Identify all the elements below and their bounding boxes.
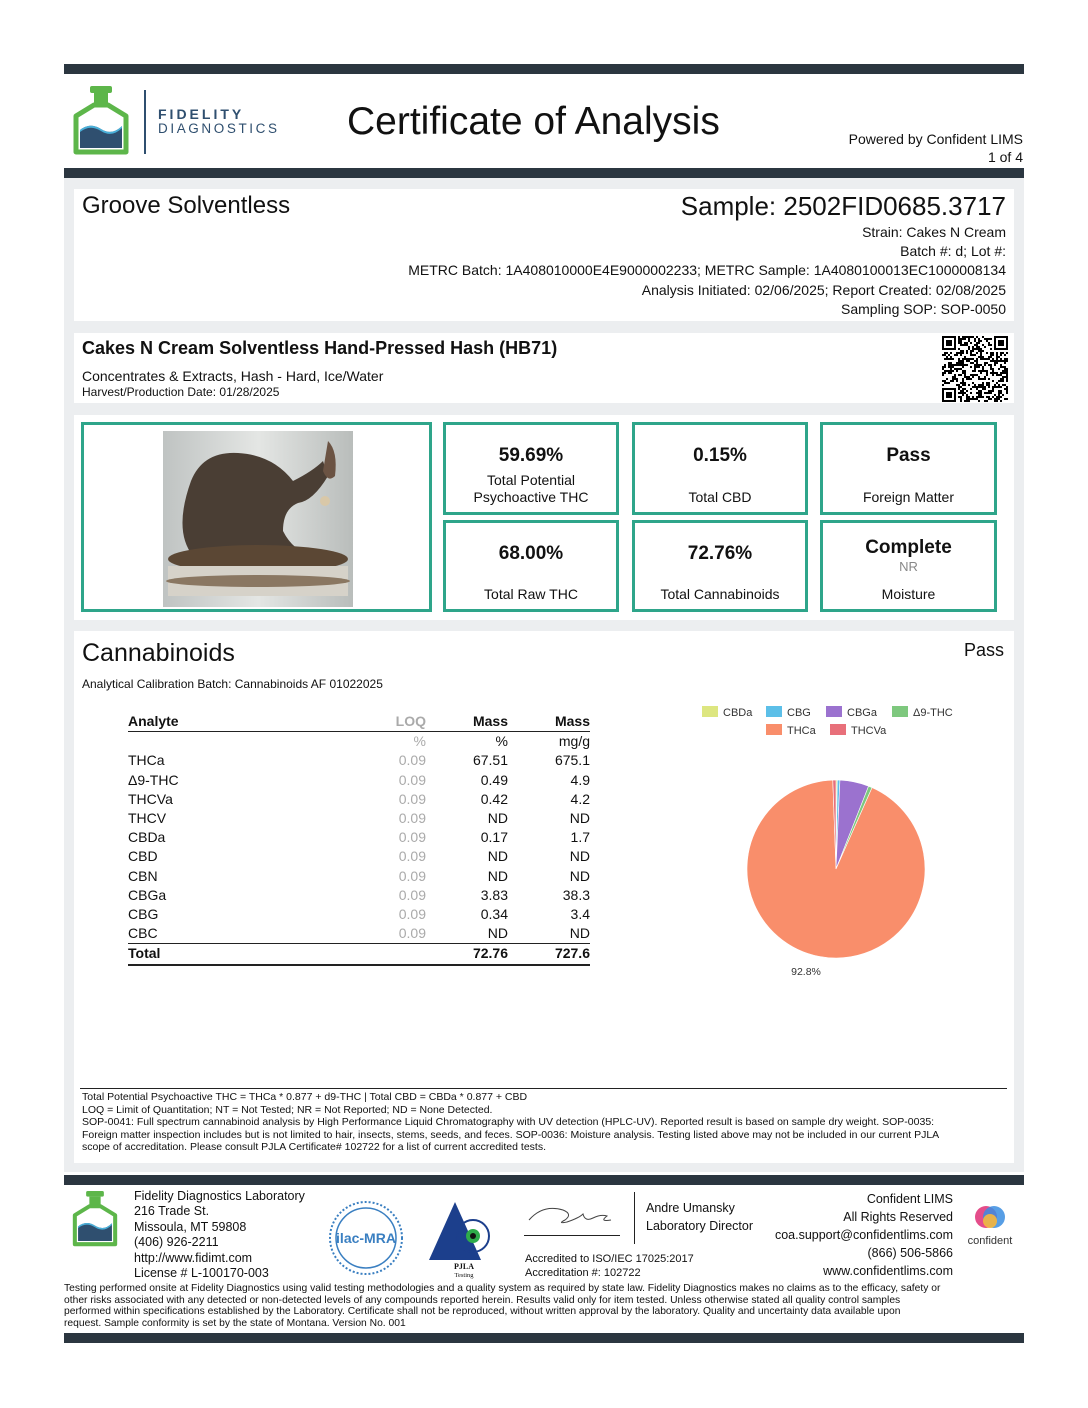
col-mass-mgg: Mass	[508, 712, 590, 732]
analyte-mass-mgg: 1.7	[570, 829, 590, 846]
fidelity-footer-logo-icon	[70, 1189, 120, 1251]
analyte-mass-pct: 0.42	[480, 790, 508, 807]
analyte-name: THCVa	[128, 790, 173, 807]
unit-analyte	[128, 732, 298, 752]
analyte-name: Δ9-THC	[128, 771, 179, 788]
table-row	[128, 924, 590, 944]
lims-rights: All Rights Reserved	[843, 1210, 953, 1224]
header-divider-bar	[64, 168, 1024, 178]
table-row	[128, 847, 590, 866]
strain: Strain: Cakes N Cream	[862, 224, 1006, 240]
note-line: LOQ = Limit of Quantitation; NT = Not Tested; NR = Not Reported; ND = None Detected.	[82, 1103, 493, 1116]
legend-label: Δ9-THC	[913, 707, 953, 719]
powered-by: Powered by Confident LIMS	[848, 131, 1023, 147]
legend-swatch	[766, 724, 782, 735]
foreign-matter-value: Pass	[886, 445, 931, 466]
harvest-date: Harvest/Production Date: 01/28/2025	[82, 385, 280, 399]
col-analyte: Analyte	[128, 712, 298, 732]
disclaimer-line: request. Sample conformity is set by the state of Montana. Version No. 001	[64, 1317, 406, 1329]
card-total-cbd	[632, 422, 808, 515]
client-name: Groove Solventless	[82, 192, 291, 219]
analyte-mass-pct: 67.51	[472, 752, 508, 769]
disclaimer-line: performed within specifications established by the Laboratory. Certificate shall not be reproduced, without written approval by the laboratory. Quality and uncertainty data available upon	[64, 1306, 901, 1318]
ilac-mra-logo-icon	[328, 1200, 404, 1276]
analyte-name: THCa	[128, 752, 165, 769]
product-panel	[74, 333, 1014, 403]
card-moisture	[820, 520, 997, 612]
product-category: Concentrates & Extracts, Hash - Hard, Ice/Water	[82, 368, 384, 384]
card-foreign-matter	[820, 422, 997, 515]
calibration-batch: Analytical Calibration Batch: Cannabinoids AF 01022025	[82, 677, 383, 691]
analyte-loq: 0.09	[398, 810, 426, 827]
logo-text-diagnostics: DIAGNOSTICS	[158, 121, 280, 136]
product-name: Cakes N Cream Solventless Hand-Pressed Hash (HB71)	[82, 338, 558, 358]
col-loq: LOQ	[298, 712, 426, 732]
analyte-name: CBDa	[128, 829, 166, 846]
confident-logo-text: confident	[967, 1235, 1013, 1247]
sampling-sop: Sampling SOP: SOP-0050	[841, 301, 1006, 317]
table-row	[128, 751, 590, 770]
unit-mass-mgg: mg/g	[558, 733, 590, 750]
page-title: Certificate of Analysis	[347, 100, 720, 143]
top-bar	[64, 64, 1024, 74]
analysis-dates: Analysis Initiated: 02/06/2025; Report Created: 02/08/2025	[641, 282, 1006, 298]
moisture-label: Moisture	[881, 586, 936, 602]
accreditation-iso: Accredited to ISO/IEC 17025:2017	[525, 1253, 694, 1265]
cannabinoids-title: Cannabinoids	[82, 639, 235, 667]
legend-swatch	[766, 706, 782, 717]
metrc-info: METRC Batch: 1A408010000E4E9000002233; METRC Sample: 1A4080100013EC1000008134	[408, 262, 1006, 278]
director-block	[646, 1200, 753, 1235]
legend-label: CBG	[787, 707, 811, 719]
analyte-loq: 0.09	[398, 848, 426, 865]
col-mass-pct: Mass	[426, 712, 508, 732]
sample-id: Sample: 2502FID0685.3717	[680, 191, 1006, 221]
chart-legend	[690, 704, 990, 754]
total-label: Total	[128, 944, 298, 965]
table-row	[128, 905, 590, 924]
director-title: Laboratory Director	[646, 1218, 753, 1233]
legend-item	[766, 706, 811, 720]
disclaimer-line: Testing performed onsite at Fidelity Diagnostics using valid testing methodologies and a quality system as required by state law. Fidelity Diagnostics makes no claims as to the efficacy, safety or	[64, 1283, 941, 1294]
table-row	[128, 809, 590, 828]
legend-swatch	[702, 706, 718, 717]
table-row	[128, 771, 590, 790]
pjla-text: PJLA	[454, 1262, 474, 1271]
lab-name: Fidelity Diagnostics Laboratory	[134, 1189, 305, 1203]
total-cannabinoids-value: 72.76%	[687, 543, 753, 564]
moisture-sub: NR	[899, 559, 918, 574]
director-name: Andre Umansky	[646, 1201, 735, 1215]
analyte-mass-pct: 0.49	[480, 771, 508, 788]
sample-info-panel	[74, 189, 1014, 321]
bottom-bar	[64, 1333, 1024, 1343]
analyte-mass-mgg: ND	[569, 867, 590, 884]
lims-contact	[775, 1190, 953, 1280]
analyte-mass-mgg: 675.1	[554, 752, 590, 769]
table-row	[128, 867, 590, 886]
product-photo-frame	[81, 422, 432, 612]
lab-address-1: 216 Trade St.	[134, 1204, 210, 1219]
analyte-mass-mgg: 4.9	[570, 771, 590, 788]
analyte-mass-pct: 0.17	[480, 829, 508, 846]
analyte-mass-pct: ND	[487, 810, 508, 827]
accreditation-number: Accreditation #: 102722	[525, 1267, 641, 1279]
logo-text-fidelity: FIDELITY	[158, 106, 245, 122]
note-line: scope of accreditation. Please consult PJLA Certificate# 102722 for a list of current accredited tests.	[82, 1141, 546, 1154]
notes-divider	[80, 1088, 1007, 1089]
analyte-name: CBD	[128, 848, 158, 865]
pjla-sub-text: Testing	[454, 1272, 474, 1279]
total-cbd-value: 0.15%	[693, 445, 747, 466]
analyte-mass-mgg: ND	[569, 848, 590, 865]
lab-contact	[134, 1189, 305, 1281]
moisture-value: Complete	[865, 537, 952, 558]
legend-item	[830, 724, 886, 738]
note-line: Foreign matter inspection includes but is not limited to hair, insects, stems, seeds, and feces. SOP-0036: Moisture analysis. Testing listed above may not be included in our current PJLA	[82, 1128, 940, 1141]
signature-divider	[634, 1192, 635, 1244]
pie-chart	[690, 760, 990, 990]
analyte-loq: 0.09	[398, 925, 426, 942]
fidelity-logo-icon	[70, 84, 132, 160]
unit-mass-pct: %	[495, 733, 508, 750]
total-thc-value: 59.69%	[498, 445, 564, 466]
total-mass-pct: 72.76	[426, 944, 508, 965]
lims-email[interactable]: coa.support@confidentlims.com	[774, 1228, 953, 1242]
analyte-mass-mgg: 38.3	[562, 886, 590, 903]
lab-license: License # L-100170-003	[134, 1266, 269, 1281]
legend-swatch	[826, 706, 842, 717]
disclaimer	[64, 1283, 1024, 1329]
cannabinoids-status: Pass	[963, 640, 1004, 660]
cannabinoids-table	[128, 712, 590, 966]
total-raw-thc-label: Total Raw THC	[484, 586, 578, 602]
analyte-name: CBN	[128, 867, 158, 884]
total-row	[128, 944, 590, 965]
product-photo	[163, 431, 353, 607]
analyte-mass-pct: ND	[487, 848, 508, 865]
batch-lot: Batch #: d; Lot #:	[900, 243, 1006, 259]
signature-line	[524, 1235, 620, 1236]
total-thc-label-2: Psychoactive THC	[473, 489, 589, 505]
analyte-loq: 0.09	[398, 906, 426, 923]
page-number: 1 of 4	[987, 149, 1023, 165]
ilac-mra-text: ilac-MRA	[336, 1230, 396, 1246]
analyte-mass-pct: ND	[487, 867, 508, 884]
footer-top-bar	[64, 1175, 1024, 1185]
lims-website[interactable]: www.confidentlims.com	[823, 1264, 953, 1278]
analyte-mass-pct: 3.83	[480, 886, 508, 903]
total-raw-thc-value: 68.00%	[498, 543, 564, 564]
card-total-raw-thc	[443, 520, 619, 612]
table-row	[128, 886, 590, 905]
legend-swatch	[830, 724, 846, 735]
pie-data-label: 92.8%	[791, 966, 821, 978]
legend-label: THCVa	[851, 725, 887, 737]
legend-item	[766, 724, 816, 738]
analyte-loq: 0.09	[398, 790, 426, 807]
qr-code-icon[interactable]	[942, 336, 1008, 402]
units-row	[128, 732, 590, 752]
total-cannabinoids-label: Total Cannabinoids	[660, 586, 780, 602]
legend-label: THCa	[787, 725, 816, 737]
notes-block	[82, 1091, 1012, 1154]
confident-logo-icon	[962, 1202, 1018, 1250]
lab-phone: (406) 926-2211	[134, 1235, 219, 1250]
logo-divider	[144, 90, 146, 154]
analyte-mass-mgg: 4.2	[570, 790, 590, 807]
note-line: SOP-0041: Full spectrum cannabinoid analysis by High Performance Liquid Chromatography with UV detection (HPLC-UV). Reported result is based on sample dry weight. SOP-0035:	[82, 1116, 935, 1129]
disclaimer-line: other risks associated with any detected or non-detected levels of any compounds reported herein. Results valid only for item tested. Unless otherwise stated all quality control samples	[64, 1294, 901, 1306]
pjla-logo-icon	[425, 1198, 503, 1280]
analyte-loq: 0.09	[398, 867, 426, 884]
analyte-mass-mgg: 3.4	[570, 906, 590, 923]
analyte-mass-mgg: ND	[569, 925, 590, 942]
total-loq	[298, 944, 426, 965]
legend-swatch	[892, 706, 908, 717]
card-total-thc	[443, 422, 619, 515]
legend-label: CBDa	[723, 707, 753, 719]
analyte-name: CBC	[128, 925, 158, 942]
director-signature	[523, 1196, 623, 1234]
analyte-mass-pct: ND	[487, 925, 508, 942]
analyte-mass-mgg: ND	[569, 810, 590, 827]
lab-website[interactable]: http://www.fidimt.com	[134, 1250, 253, 1265]
legend-item	[892, 706, 953, 720]
analyte-name: CBGa	[128, 886, 167, 903]
unit-loq: %	[413, 733, 426, 750]
total-cbd-label: Total CBD	[688, 489, 752, 505]
analyte-loq: 0.09	[398, 771, 426, 788]
accreditation-block	[525, 1252, 694, 1280]
table-header-row	[128, 712, 590, 732]
table-row	[128, 828, 590, 847]
legend-item	[702, 706, 752, 720]
total-thc-label-1: Total Potential	[487, 472, 575, 488]
analyte-loq: 0.09	[398, 829, 426, 846]
analyte-name: CBG	[128, 906, 159, 923]
analyte-mass-pct: 0.34	[480, 906, 508, 923]
note-line: Total Potential Psychoactive THC = THCa * 0.877 + d9-THC | Total CBD = CBDa * 0.877 + CBD	[82, 1091, 528, 1103]
analyte-name: THCV	[128, 810, 167, 827]
legend-item	[826, 706, 877, 720]
card-total-cannabinoids	[632, 520, 808, 612]
analyte-loq: 0.09	[398, 886, 426, 903]
analyte-loq: 0.09	[398, 752, 426, 769]
legend-label: CBGa	[847, 707, 877, 719]
total-mass-mgg: 727.6	[508, 944, 590, 965]
foreign-matter-label: Foreign Matter	[862, 489, 955, 505]
lab-address-2: Missoula, MT 59808	[134, 1219, 247, 1234]
lims-name: Confident LIMS	[866, 1192, 953, 1206]
lims-phone: (866) 506-5866	[867, 1246, 953, 1260]
table-row	[128, 790, 590, 809]
